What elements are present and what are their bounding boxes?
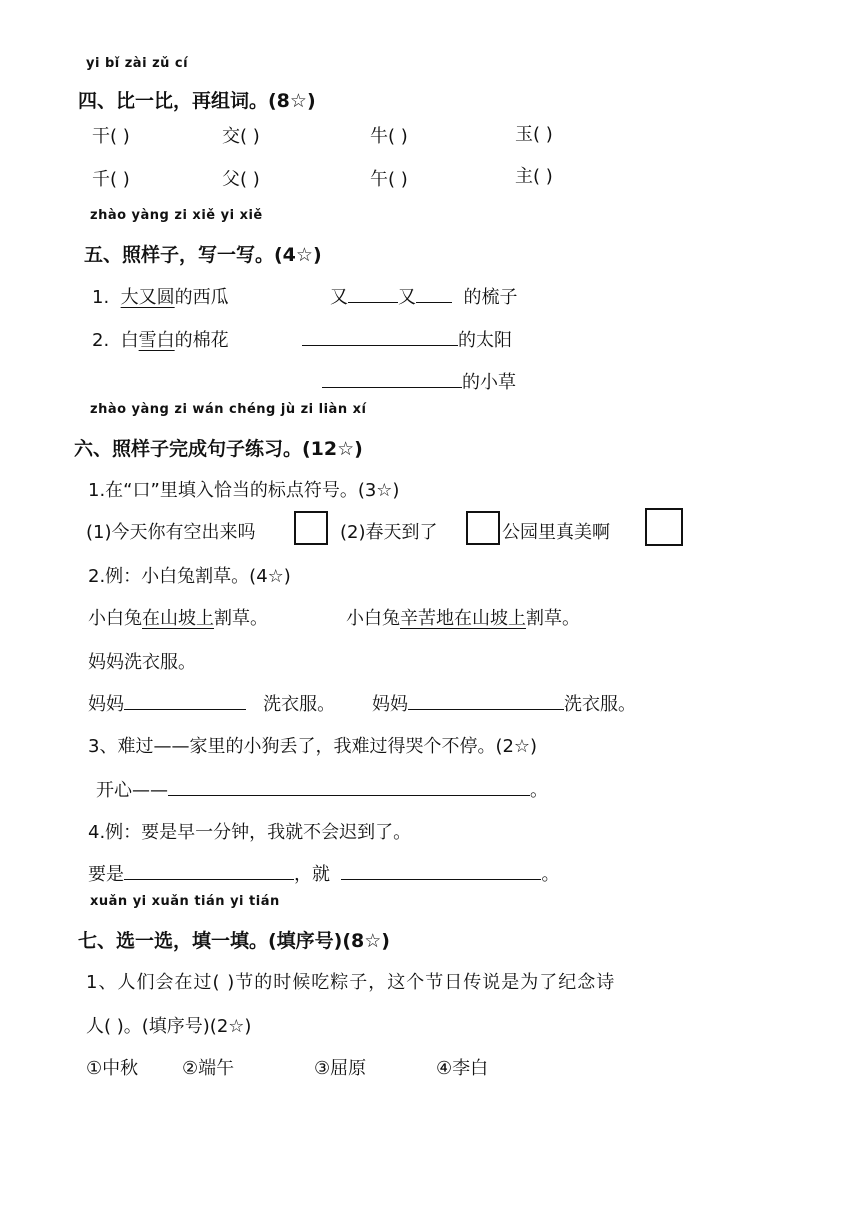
section5-item-2-example: 2. 白雪白的棉花 bbox=[92, 330, 229, 351]
section6-question-2: 2.例：小白兔割草。(4☆) bbox=[88, 566, 291, 587]
section5-item-2-answer-2: 的小草 bbox=[322, 368, 516, 394]
section6-q4-answer: 要是 ，就 。 bbox=[88, 864, 560, 885]
option-4: ④李白 bbox=[436, 1058, 489, 1079]
wordpair-row-1-item-1: 干( ) bbox=[92, 126, 130, 147]
punctuation-box-3[interactable] bbox=[645, 508, 683, 546]
wordpair-row-2-item-3: 午( ) bbox=[370, 169, 408, 190]
section4-title: 四、比一比，再组词。(8☆) bbox=[78, 90, 316, 112]
section6-title: 六、照样子完成句子练习。(12☆) bbox=[74, 438, 363, 460]
section4-pinyin: yi bǐ zài zǔ cí bbox=[86, 56, 189, 71]
section6-q1-part-b: (2)春天到了 bbox=[340, 522, 438, 543]
section5-item-2-answer-1: 的太阳 bbox=[302, 326, 512, 352]
option-1: ①中秋 bbox=[86, 1058, 139, 1079]
section6-q3-answer: 开心—— 。 bbox=[96, 780, 548, 801]
wordpair-row-1-item-2: 交( ) bbox=[222, 126, 260, 147]
section7-question-1-line-2: 人( )。(填序号)(2☆) bbox=[86, 1016, 252, 1037]
section6-question-1: 1.在“口”里填入恰当的标点符号。(3☆) bbox=[88, 480, 400, 501]
section6-pinyin: zhào yàng zi wán chéng jù zi liàn xí bbox=[90, 402, 367, 417]
section6-q1-part-a: (1)今天你有空出来吗 bbox=[86, 522, 256, 543]
section6-q1-part-c: 公园里真美啊 bbox=[502, 522, 610, 543]
section5-item-1-answer: 又 又 的梳子 bbox=[330, 287, 518, 308]
section5-pinyin: zhào yàng zi xiě yi xiě bbox=[90, 208, 263, 223]
section6-q2-answer-b: 妈妈 洗衣服。 bbox=[372, 694, 636, 715]
section6-question-3: 3、难过——家里的小狗丢了，我难过得哭个不停。(2☆) bbox=[88, 736, 538, 757]
section6-q2-example-2: 小白兔辛苦地在山坡上割草。 bbox=[346, 608, 580, 629]
section6-q2-answer-a: 妈妈 洗衣服。 bbox=[88, 694, 336, 715]
wordpair-row-2-item-1: 千( ) bbox=[92, 169, 130, 190]
option-2: ②端午 bbox=[182, 1058, 235, 1079]
section7-question-1-line-1: 1、人们会在过( )节的时候吃粽子，这个节日传说是为了纪念诗 bbox=[86, 972, 616, 993]
wordpair-row-2-item-4: 主( ) bbox=[515, 166, 553, 187]
wordpair-row-2-item-2: 父( ) bbox=[222, 169, 260, 190]
section5-item-1-example: 1. 大又圆的西瓜 bbox=[92, 287, 229, 308]
section6-q2-example-1: 小白兔在山坡上割草。 bbox=[88, 608, 268, 629]
section6-q2-base-sentence: 妈妈洗衣服。 bbox=[88, 652, 196, 673]
section7-title: 七、选一选，填一填。(填序号)(8☆) bbox=[78, 930, 390, 952]
option-3: ③屈原 bbox=[314, 1058, 367, 1079]
punctuation-box-1[interactable] bbox=[294, 511, 328, 545]
punctuation-box-2[interactable] bbox=[466, 511, 500, 545]
section6-question-4: 4.例：要是早一分钟，我就不会迟到了。 bbox=[88, 822, 412, 843]
wordpair-row-1-item-3: 牛( ) bbox=[370, 126, 408, 147]
wordpair-row-1-item-4: 玉( ) bbox=[515, 124, 553, 145]
section5-title: 五、照样子，写一写。(4☆) bbox=[84, 244, 322, 266]
section7-pinyin: xuǎn yi xuǎn tián yi tián bbox=[90, 894, 280, 909]
